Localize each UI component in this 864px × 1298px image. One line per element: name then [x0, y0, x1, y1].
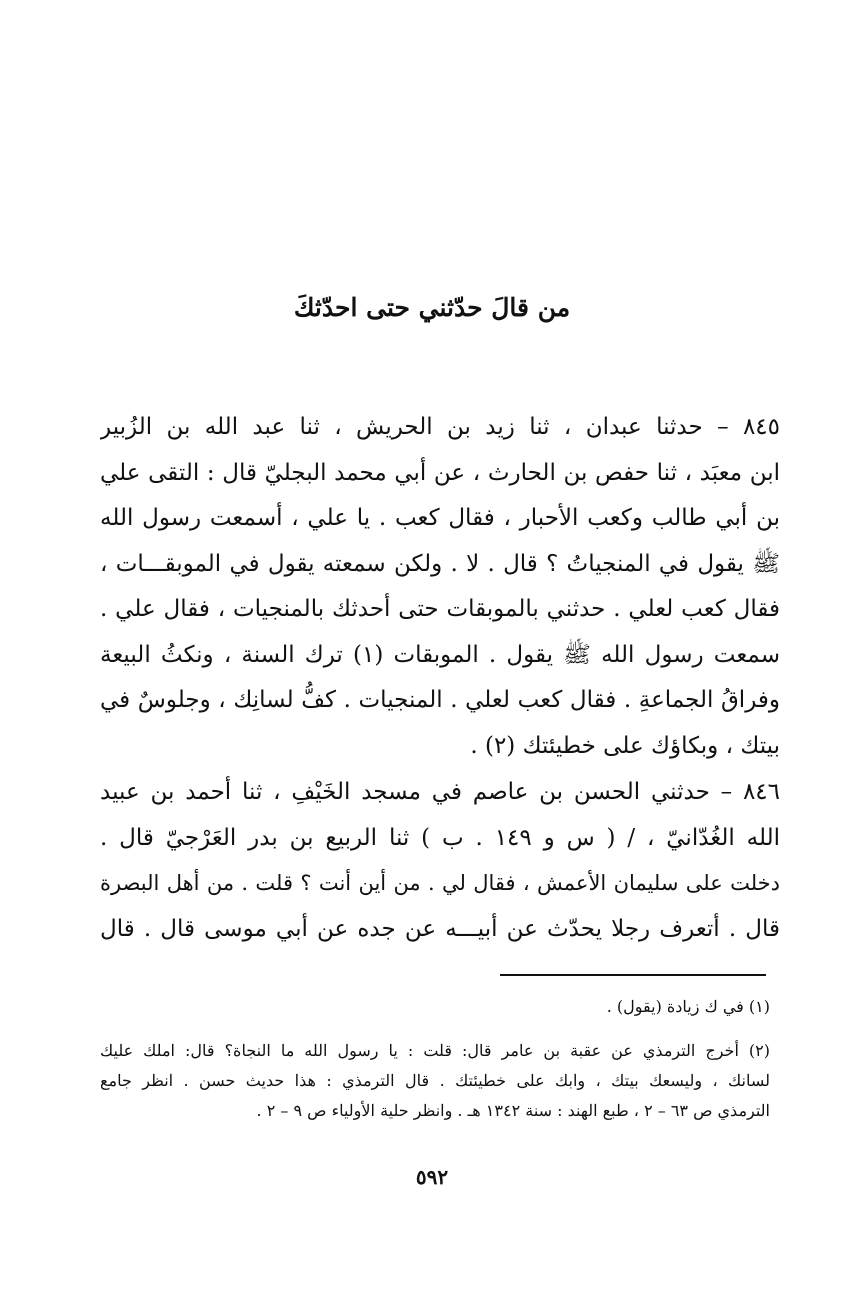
- text-line: وفراقُ الجماعةِ . فقال كعب لعلي . المنجيات . كفُّ لسانِك ، وجلوسٌ في: [100, 687, 780, 713]
- footnotes: [100, 992, 770, 1126]
- text-line: ٨٤٦ – حدثني الحسن بن عاصم في مسجد الخَيْفِ ، ثنا أحمد بن عبيد: [100, 779, 780, 805]
- text-line: ابن معبَد ، ثنا حفص بن الحارث ، عن أبي محمد البجليّ قال : التقى علي: [100, 459, 780, 486]
- hadith-paragraph-845: [100, 405, 780, 769]
- text-line: بيتك ، وبكاؤك على خطيئتك (٢) .: [470, 732, 780, 759]
- footnote-1: (١) في ك زيادة (يقول) .: [606, 997, 770, 1016]
- hadith-paragraph-846: [100, 770, 780, 952]
- text-line: بن أبي طالب وكعب الأحبار ، فقال كعب . يا علي ، أسمعت رسول الله: [100, 505, 780, 531]
- footnote-2-line: الترمذي ص ٦٣ – ٢ ، طبع الهند : سنة ١٣٤٢ هـ . وانظر حلية الأولياء ص ٩ – ٢ .: [256, 1101, 770, 1120]
- footnote-2-line: لسانك ، وليسعك بيتك ، وابك على خطيئتك . قال الترمذي : هذا حديث حسن . انظر جامع: [100, 1071, 770, 1090]
- page-number: ٥٩٢: [415, 1165, 449, 1189]
- footnote-divider: [500, 974, 766, 976]
- text-line: قال . أتعرف رجلا يحدّث عن أبيـــه عن جده عن أبي موسى قال . قال: [100, 915, 780, 942]
- text-line: سمعت رسول الله ﷺ يقول . الموبقات (١) ترك السنة ، ونكثُ البيعة: [100, 641, 780, 668]
- text-line: دخلت على سليمان الأعمش ، فقال لي . من أين أنت ؟ قلت . من أهل البصرة: [100, 871, 780, 895]
- text-line: ﷺ يقول في المنجياتُ ؟ قال . لا . ولكن سمعته يقول في الموبقـــات ،: [100, 550, 780, 577]
- chapter-title: من قالَ حدّثني حتى احدّثكَ: [293, 293, 571, 322]
- text-line: ٨٤٥ – حدثنا عبدان ، ثنا زيد بن الحريش ، ثنا عبد الله بن الزُبير: [100, 414, 780, 440]
- text-line: الله الغُدّانيّ ، / ( س و ١٤٩ . ب ) ثنا الربيع بن بدر العَرْجيّ قال .: [100, 824, 780, 851]
- text-line: فقال كعب لعلي . حدثني بالموبقات حتى أحدثك بالمنجيات ، فقال علي .: [100, 596, 780, 622]
- footnote-2-line: (٢) أخرج الترمذي عن عقبة بن عامر قال: قلت : يا رسول الله ما النجاة؟ قال: املك عليك: [100, 1041, 770, 1060]
